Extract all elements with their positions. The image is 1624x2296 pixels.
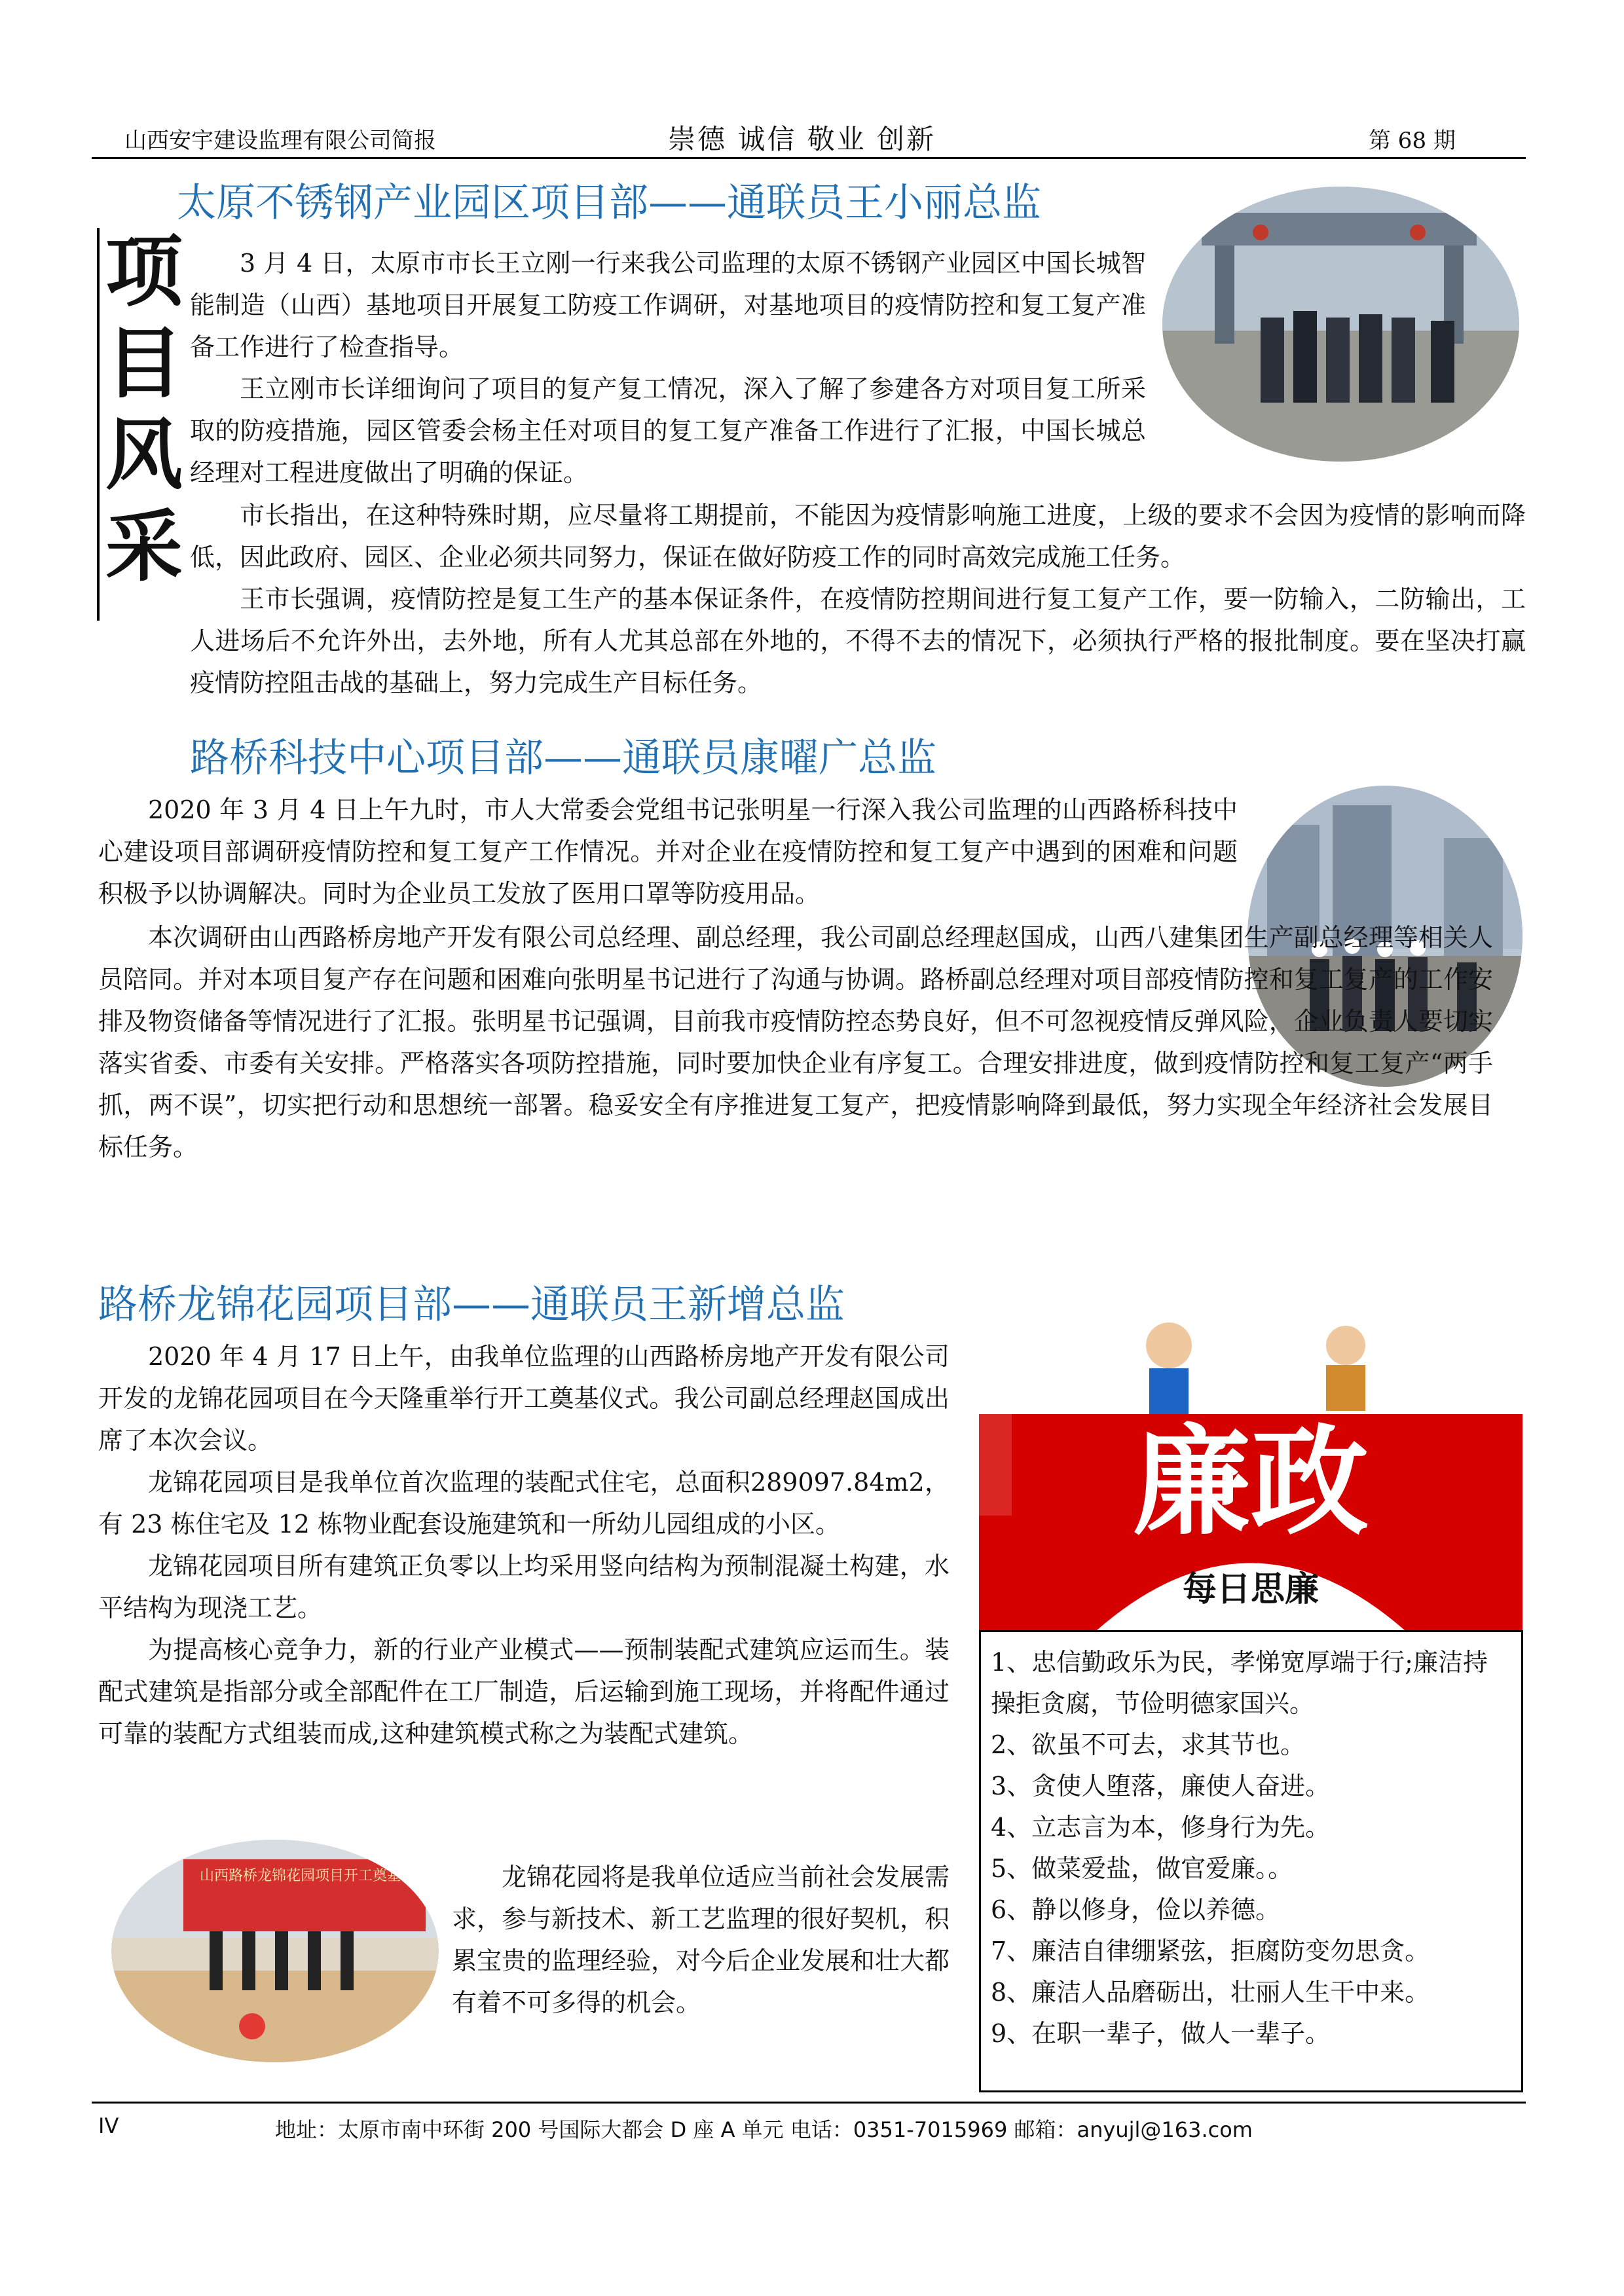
section3-title: 路桥龙锦花园项目部——通联员王新增总监	[98, 1282, 845, 1328]
section2-title: 路桥科技中心项目部——通联员康曜广总监	[190, 735, 936, 781]
section3-body	[98, 1336, 950, 1755]
header-rule	[92, 157, 1526, 159]
lianzheng-subtitle: 每日思廉	[1182, 1569, 1319, 1609]
quote-item: 5、做菜爱盐，做官爱廉。。	[991, 1854, 1293, 1883]
section1-paragraph: 市长指出，在这种特殊时期，应尽量将工期提前，不能因为疫情影响施工进度，上级的要求不会因为疫情的影响而降低，因此政府、园区、企业必须共同努力，保证在做好防疫工作的同时高效完成施工任务。	[190, 501, 1526, 572]
lianzheng-quotes-box	[979, 1630, 1523, 2092]
section1-body-top	[190, 242, 1146, 494]
inspection-photo-icon	[1162, 187, 1519, 462]
section3-body-side	[452, 1856, 950, 2024]
lianzheng-big-text: 廉政	[1132, 1414, 1369, 1551]
section2-body-top	[98, 789, 1238, 915]
quote-item: 9、在职一辈子，做人一辈子。	[991, 2019, 1331, 2048]
side-title-char: 项	[105, 227, 183, 317]
section2-paragraph: 2020 年 3 月 4 日上午九时，市人大常委会党组书记张明星一行深入我公司监理的山西路桥科技中心建设项目部调研疫情防控和复工复产工作情况。并对企业在疫情防控和复工复产中遇到的困难和问题积极予以协调解决。同时为企业员工发放了医用口罩等防疫用品。	[98, 795, 1238, 908]
issue-number: 第 68 期	[1369, 128, 1456, 154]
page-number: IV	[98, 2113, 119, 2138]
quote-item: 2、欲虽不可去，求其节也。	[991, 1730, 1306, 1759]
section3-paragraph: 龙锦花园项目是我单位首次监理的装配式住宅，总面积289097.84m2，有 23 栋住宅及 12 栋物业配套设施建筑和一所幼儿园组成的小区。	[98, 1468, 950, 1539]
company-motto: 崇德 诚信 敬业 创新	[668, 123, 936, 155]
quote-item: 1、忠信勤政乐为民，孝悌宽厚端于行;廉洁持操拒贪腐，节俭明德家国兴。	[991, 1648, 1488, 1718]
quote-item: 8、廉洁人品磨砺出，壮丽人生干中来。	[991, 1978, 1430, 2007]
photo-banner-text: 山西路桥龙锦花园项目开工奠基仪	[199, 1868, 416, 1884]
lianzheng-graphic	[979, 1300, 1522, 1630]
company-name: 山西安宇建设监理有限公司简报	[124, 128, 436, 154]
footer-rule	[92, 2102, 1526, 2104]
section1-title: 太原不锈钢产业园区项目部——通联员王小丽总监	[177, 180, 1041, 226]
quote-item: 7、廉洁自律绷紧弦，拒腐防变勿思贪。	[991, 1937, 1430, 1965]
quote-item: 6、静以修身，俭以养德。	[991, 1895, 1281, 1924]
side-title-char: 目	[105, 318, 183, 409]
section1-paragraph: 3 月 4 日，太原市市长王立刚一行来我公司监理的太原不锈钢产业园区中国长城智能制造（山西）基地项目开展复工防疫工作调研，对基地项目的疫情防控和复工复产准备工作进行了检查指导。	[190, 249, 1146, 361]
section2-body-bottom	[98, 917, 1493, 1168]
section2-paragraph: 本次调研由山西路桥房地产开发有限公司总经理、副总经理，我公司副总经理赵国成，山西八建集团生产副总经理等相关人员陪同。并对本项目复产存在问题和困难向张明星书记进行了沟通与协调。路桥副总经理对项目部疫情防控和复工复产的工作安排及物资储备等情况进行了汇报。张明星书记强调，目前我市疫情防控态势良好，但不可忽视疫情反弹风险，企业负责人要切实落实省委、市委有关安排。严格落实各项防控措施，同时要加快企业有序复工。合理安排进度，做到疫情防控和复工复产“两手抓，两不误”，切实把行动和思想统一部署。稳妥安全有序推进复工复产，把疫情影响降到最低，努力实现全年经济社会发展目标任务。	[98, 923, 1493, 1161]
section3-paragraph: 2020 年 4 月 17 日上午，由我单位监理的山西路桥房地产开发有限公司开发的龙锦花园项目在今天隆重举行开工奠基仪式。我公司副总经理赵国成出席了本次会议。	[98, 1342, 950, 1455]
section1-body-bottom	[190, 494, 1526, 704]
side-title-char: 风	[105, 410, 183, 500]
section3-paragraph: 龙锦花园将是我单位适应当前社会发展需求，参与新技术、新工艺监理的很好契机，积累宝贵的监理经验，对今后企业发展和壮大都有着不可多得的机会。	[452, 1863, 950, 2017]
side-title	[95, 226, 193, 592]
side-title-char: 采	[105, 501, 183, 592]
quote-item: 3、贪使人堕落，廉使人奋进。	[991, 1772, 1331, 1800]
section3-paragraph: 龙锦花园项目所有建筑正负零以上均采用竖向结构为预制混凝土构建，水平结构为现浇工艺。	[98, 1552, 950, 1622]
section3-photo	[111, 1840, 439, 2062]
quote-item: 4、立志言为本，修身行为先。	[991, 1813, 1331, 1842]
section1-paragraph: 王立刚市长详细询问了项目的复产复工情况，深入了解了参建各方对项目复工所采取的防疫措施，园区管委会杨主任对项目的复工复产准备工作进行了汇报，中国长城总经理对工程进度做出了明确的保证。	[190, 374, 1146, 487]
section3-paragraph: 为提高核心竞争力，新的行业产业模式——预制装配式建筑应运而生。装配式建筑是指部分或全部配件在工厂制造，后运输到施工现场，并将配件通过可靠的装配方式组装而成,这种建筑模式称之为装配式建筑。	[98, 1635, 950, 1748]
section1-paragraph: 王市长强调，疫情防控是复工生产的基本保证条件，在疫情防控期间进行复工复产工作，要一防输入，二防输出，工人进场后不允许外出，去外地，所有人尤其总部在外地的，不得不去的情况下，必须执行严格的报批制度。要在坚决打赢疫情防控阻击战的基础上，努力完成生产目标任务。	[190, 585, 1526, 697]
footer-address: 地址：太原市南中环街 200 号国际大都会 D 座 A 单元 电话：0351-7015969 邮箱：anyujl@163.com	[275, 2117, 1253, 2142]
section1-photo	[1162, 187, 1519, 462]
